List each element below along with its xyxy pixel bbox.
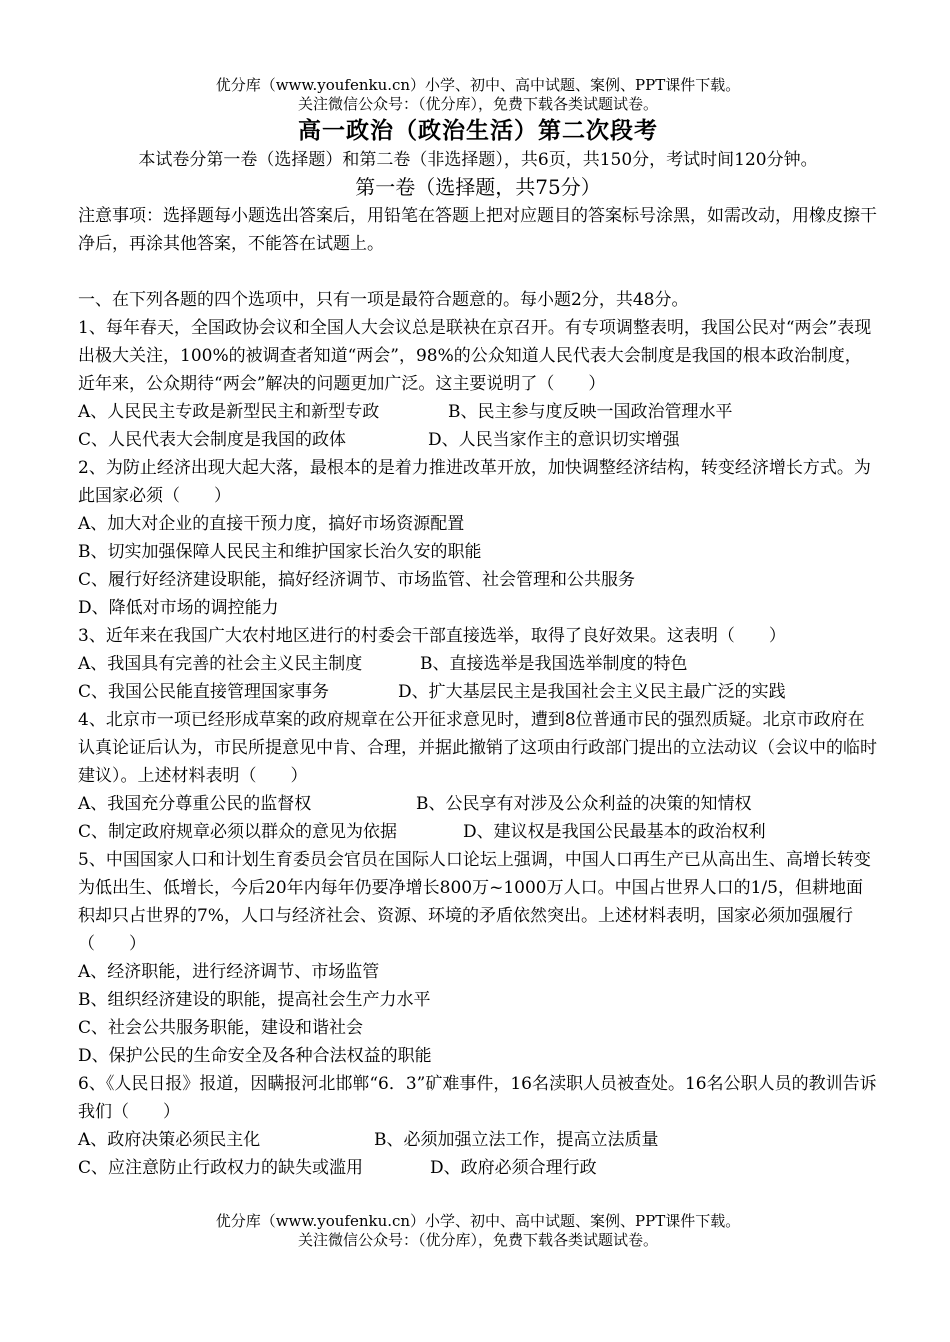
question-6-option-d: D、政府必须合理行政 bbox=[430, 1158, 597, 1178]
question-3-options-cd bbox=[78, 678, 878, 706]
question-2-option-c: C、履行好经济建设职能，搞好经济调节、市场监管、社会管理和公共服务 bbox=[78, 570, 636, 590]
question-5-option-a: A、经济职能，进行经济调节、市场监管 bbox=[78, 962, 380, 982]
question-1-option-c: C、人民代表大会制度是我国的政体 bbox=[78, 430, 347, 450]
question-6-stem: 6、《人民日报》报道，因瞒报河北邯郸“6．3”矿难事件，16名渎职人员被查处。16名公职人员的教训告诉我们（ ） bbox=[78, 1074, 877, 1122]
question-4-stem: 4、北京市一项已经形成草案的政府规章在公开征求意见时，遭到8位普通市民的强烈质疑。北京市政府在认真论证后认为，市民所提意见中肯、合理，并据此撤销了这项由行政部门提出的立法动议（会议中的临时建议）。上述材料表明（ ） bbox=[78, 710, 877, 786]
question-3-option-a: A、我国具有完善的社会主义民主制度 bbox=[78, 654, 363, 674]
part-one-instructions: 一、在下列各题的四个选项中，只有一项是最符合题意的。每小题2分，共48分。 bbox=[78, 290, 689, 310]
question-1-option-a: A、人民民主专政是新型民主和新型专政 bbox=[78, 402, 380, 422]
exam-page bbox=[78, 76, 878, 1182]
question-6-option-c: C、应注意防止行政权力的缺失或滥用 bbox=[78, 1158, 364, 1178]
question-4-options-ab bbox=[78, 790, 878, 818]
question-3-option-b: B、直接选举是我国选举制度的特色 bbox=[420, 654, 688, 674]
question-5-option-d: D、保护公民的生命安全及各种合法权益的职能 bbox=[78, 1046, 432, 1066]
question-1-option-d: D、人民当家作主的意识切实增强 bbox=[428, 430, 680, 450]
footer-line-2: 关注微信公众号：（优分库），免费下载各类试题试卷。 bbox=[297, 1231, 658, 1249]
question-1-option-b: B、民主参与度反映一国政治管理水平 bbox=[448, 402, 733, 422]
question-4-option-a: A、我国充分尊重公民的监督权 bbox=[78, 794, 312, 814]
question-5-stem: 5、中国国家人口和计划生育委员会官员在国际人口论坛上强调，中国人口再生产已从高出生、高增长转变为低出生、低增长，今后20年内每年仍要净增长800万~1000万人口。中国占世界人口的1/5，但耕地面积却只占世界的7%，人口与经济社会、资源、环境的矛盾依然突出。上述材料表明，国家必须加强履行（ ） bbox=[78, 850, 871, 954]
question-2-option-d: D、降低对市场的调控能力 bbox=[78, 598, 279, 618]
question-4-option-d: D、建议权是我国公民最基本的政治权利 bbox=[463, 822, 766, 842]
exam-intro: 本试卷分第一卷（选择题）和第二卷（非选择题），共6页，共150分，考试时间120分钟。 bbox=[138, 150, 818, 170]
question-1-stem: 1、每年春天，全国政协会议和全国人大会议总是联袂在京召开。有专项调整表明，我国公民对“两会”表现出极大关注，100%的被调查者知道“两会”，98%的公众知道人民代表大会制度是我国的根本政治制度，近年来，公众期待“两会”解决的问题更加广泛。这主要说明了（ ） bbox=[78, 318, 872, 394]
header-line-1: 优分库（www.youfenku.cn）小学、初中、高中试题、案例、PPT课件下载。 bbox=[215, 76, 741, 94]
exam-title: 高一政治（政治生活）第二次段考 bbox=[298, 117, 658, 144]
question-4-option-b: B、公民享有对涉及公众利益的决策的知情权 bbox=[416, 794, 752, 814]
question-6-options-cd bbox=[78, 1154, 878, 1182]
question-3-option-c: C、我国公民能直接管理国家事务 bbox=[78, 682, 330, 702]
question-2-option-b: B、切实加强保障人民民主和维护国家长治久安的职能 bbox=[78, 542, 482, 562]
question-6-option-a: A、政府决策必须民主化 bbox=[78, 1130, 261, 1150]
question-4-option-c: C、制定政府规章必须以群众的意见为依据 bbox=[78, 822, 398, 842]
question-1-options-ab bbox=[78, 398, 878, 426]
question-4-options-cd bbox=[78, 818, 878, 846]
header-line-2: 关注微信公众号：（优分库），免费下载各类试题试卷。 bbox=[297, 95, 658, 113]
question-3-options-ab bbox=[78, 650, 878, 678]
question-2-stem: 2、为防止经济出现大起大落，最根本的是着力推进改革开放，加快调整经济结构，转变经济增长方式。为此国家必须（ ） bbox=[78, 458, 871, 506]
notice: 注意事项：选择题每小题选出答案后，用铅笔在答题上把对应题目的答案标号涂黑，如需改动，用橡皮擦干净后，再涂其他答案，不能答在试题上。 bbox=[78, 206, 877, 254]
question-2-option-a: A、加大对企业的直接干预力度，搞好市场资源配置 bbox=[78, 514, 465, 534]
question-5-option-c: C、社会公共服务职能，建设和谐社会 bbox=[78, 1018, 364, 1038]
question-3-option-d: D、扩大基层民主是我国社会主义民主最广泛的实践 bbox=[398, 682, 786, 702]
page-footer bbox=[78, 1212, 878, 1250]
question-6-option-b: B、必须加强立法工作，提高立法质量 bbox=[374, 1130, 659, 1150]
question-6-options-ab bbox=[78, 1126, 878, 1154]
question-3-stem: 3、近年来在我国广大农村地区进行的村委会干部直接选举，取得了良好效果。这表明（ ） bbox=[78, 626, 786, 646]
footer-line-1: 优分库（www.youfenku.cn）小学、初中、高中试题、案例、PPT课件下载。 bbox=[215, 1212, 741, 1230]
section-title: 第一卷（选择题，共75分） bbox=[355, 175, 601, 199]
question-1-options-cd bbox=[78, 426, 878, 454]
question-5-option-b: B、组织经济建设的职能，提高社会生产力水平 bbox=[78, 990, 431, 1010]
